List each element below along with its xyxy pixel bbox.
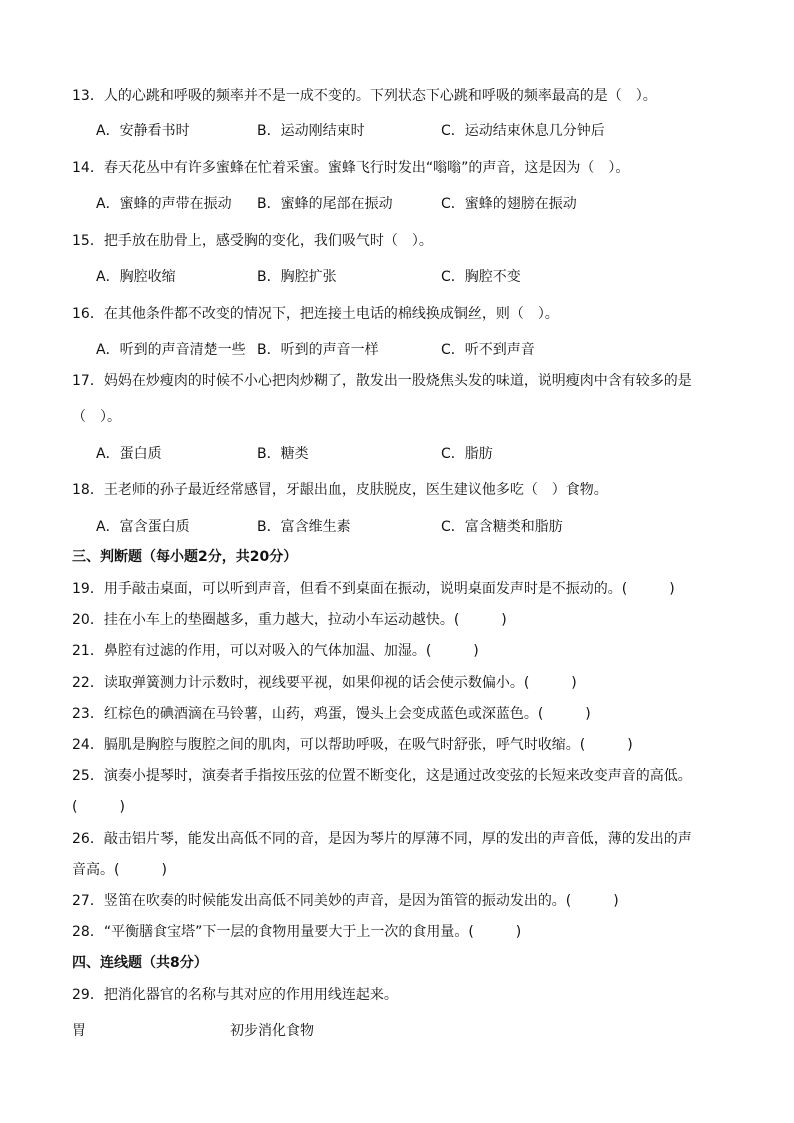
question-26-cont: 音高。( ): [72, 862, 167, 878]
q17-option-a: A．蛋白质: [96, 446, 162, 462]
question-25-answer: ( ): [72, 799, 125, 815]
q17-option-c: C．脂肪: [441, 446, 493, 462]
question-20: 20．挂在小车上的垫圈越多，重力越大，拉动小车运动越快。( ): [72, 612, 507, 628]
q15-option-c: C．胸腔不变: [441, 269, 521, 285]
q16-option-a: A．听到的声音清楚一些: [96, 342, 246, 358]
q17-option-b: B．糖类: [257, 446, 309, 462]
q16-option-b: B．听到的声音一样: [257, 342, 379, 358]
q13-option-b: B．运动刚结束时: [257, 123, 365, 139]
q13-option-a: A．安静看书时: [96, 123, 190, 139]
q15-option-b: B．胸腔扩张: [257, 269, 337, 285]
match-left-stomach[interactable]: 胃: [72, 1023, 86, 1039]
q15-option-a: A．胸腔收缩: [96, 269, 176, 285]
question-27: 27．竖笛在吹奏的时候能发出高低不同美妙的声音，是因为笛管的振动发出的。( ): [72, 893, 619, 909]
q18-option-a: A．富含蛋白质: [96, 519, 190, 535]
question-13: 13．人的心跳和呼吸的频率并不是一成不变的。下列状态下心跳和呼吸的频率最高的是（ ）。: [72, 88, 657, 104]
question-14: 14．春天花丛中有许多蜜蜂在忙着采蜜。蜜蜂飞行时发出“嗡嗡”的声音，这是因为（ ）。: [72, 160, 630, 176]
question-24: 24．膈肌是胸腔与腹腔之间的肌肉，可以帮助呼吸，在吸气时舒张，呼气时收缩。( ): [72, 737, 633, 753]
q14-option-b: B．蜜蜂的尾部在振动: [257, 196, 393, 212]
question-26: 26．敲击铝片琴，能发出高低不同的音，是因为琴片的厚薄不同，厚的发出的声音低，薄的发出的声: [72, 831, 692, 847]
question-18: 18．王老师的孙子最近经常感冒，牙龈出血，皮肤脱皮，医生建议他多吃（ ）食物。: [72, 482, 608, 498]
question-15: 15．把手放在肋骨上，感受胸的变化，我们吸气时（ ）。: [72, 233, 433, 249]
match-right-function[interactable]: 初步消化食物: [230, 1023, 314, 1039]
question-17-cont: （ ）。: [72, 409, 121, 425]
q13-option-c: C．运动结束休息几分钟后: [441, 123, 605, 139]
question-28: 28．“平衡膳食宝塔”下一层的食物用量要大于上一次的食用量。( ): [72, 924, 522, 940]
q14-option-c: C．蜜蜂的翅膀在振动: [441, 196, 577, 212]
question-23: 23．红棕色的碘酒滴在马铃薯，山药，鸡蛋，馒头上会变成蓝色或深蓝色。( ): [72, 706, 591, 722]
section-heading-matching: 四、连线题（共8分）: [72, 955, 208, 971]
q18-option-b: B．富含维生素: [257, 519, 351, 535]
question-19: 19．用手敲击桌面，可以听到声音，但看不到桌面在振动，说明桌面发声时是不振动的。( ): [72, 581, 675, 597]
q14-option-a: A．蜜蜂的声带在振动: [96, 196, 232, 212]
q18-option-c: C．富含糖类和脂肪: [441, 519, 563, 535]
question-29: 29．把消化器官的名称与其对应的作用用线连起来。: [72, 987, 398, 1003]
question-21: 21．鼻腔有过滤的作用，可以对吸入的气体加温、加湿。( ): [72, 643, 479, 659]
question-17: 17．妈妈在炒瘦肉的时候不小心把肉炒糊了，散发出一股烧焦头发的味道，说明瘦肉中含有较多的是: [72, 373, 692, 389]
section-heading-judgement: 三、判断题（每小题2分，共20分）: [72, 549, 298, 565]
q16-option-c: C．听不到声音: [441, 342, 535, 358]
question-25: 25．演奏小提琴时，演奏者手指按压弦的位置不断变化，这是通过改变弦的长短来改变声音的高低。: [72, 768, 692, 784]
question-22: 22．读取弹簧测力计示数时，视线要平视，如果仰视的话会使示数偏小。( ): [72, 675, 577, 691]
question-16: 16．在其他条件都不改变的情况下，把连接土电话的棉线换成铜丝，则（ ）。: [72, 306, 559, 322]
